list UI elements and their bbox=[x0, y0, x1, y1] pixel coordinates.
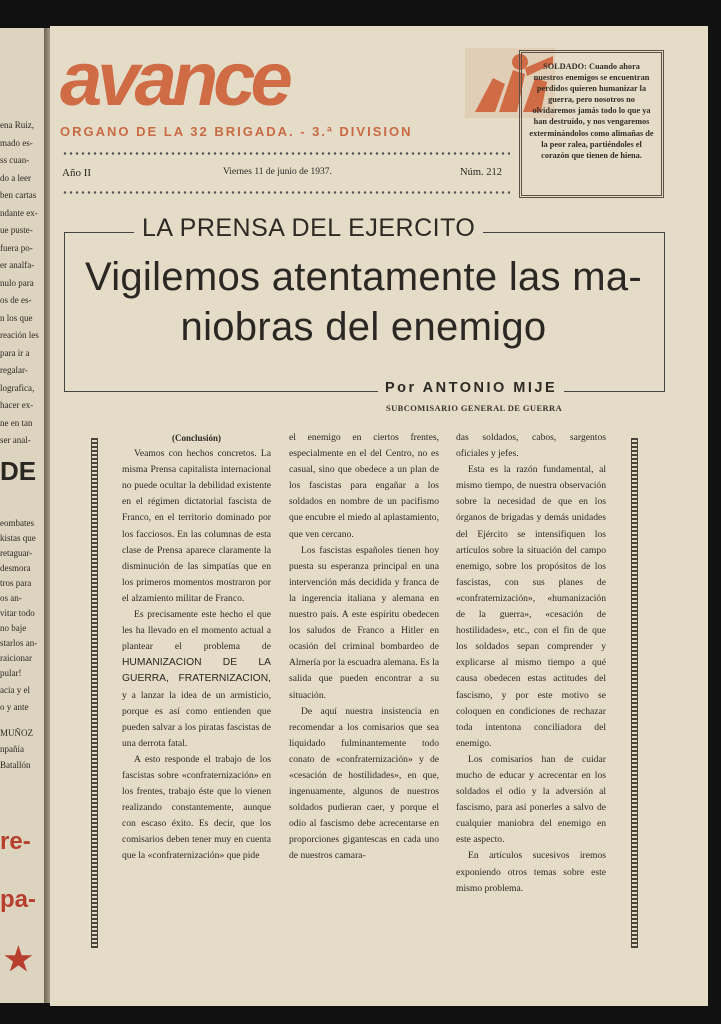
previous-page-text-line: eombates bbox=[0, 518, 34, 528]
paragraph: Veamos con hechos concretos. La misma Prensa capitalista internacional no puede ocultar la debilidad existente en el régimen dictatorial fascista de Franco, en el territorio dominado por los facciosos. En las columnas de esta clase de Prensa aparece claramente la disminución de las simpatías que en los primeros momentos mostraron por el alzamiento militar de Franco. bbox=[122, 448, 271, 604]
previous-page-text-line: os de es- bbox=[0, 295, 32, 305]
star-icon: ★ bbox=[4, 941, 33, 977]
previous-page-text-line: ne en tan bbox=[0, 417, 33, 428]
headline-line-1: Vigilemos atentamente las ma- bbox=[84, 255, 643, 299]
previous-page-text-line: ndante ex- bbox=[0, 207, 38, 218]
previous-page-text-line: desmora bbox=[0, 563, 31, 573]
emphasis-text: HUMANIZACION DE LA GUERRA, FRATERNIZACION, bbox=[122, 657, 271, 685]
headline-line-2: niobras del enemigo bbox=[180, 305, 547, 349]
previous-page-text-line: npañía bbox=[0, 744, 24, 754]
byline: Por ANTONIO MIJE bbox=[378, 380, 564, 396]
previous-page-text-line: ue puste- bbox=[0, 225, 33, 235]
previous-page-text-line: raicionar bbox=[0, 653, 32, 663]
previous-page-text-line: tros para bbox=[0, 578, 32, 588]
paragraph: A esto responde el trabajo de los fascistas sobre «confraternización» en los frentes, trabajo éste que lo vienen realizando constantemente, aunque con escaso éxito. Es decir, que los comisarios deben tener muy en cuenta que la «confraternización» que pide bbox=[122, 753, 271, 862]
article-column-1 bbox=[122, 430, 271, 865]
article-column-3 bbox=[456, 430, 606, 897]
previous-page-text-line: ser anal- bbox=[0, 435, 31, 445]
previous-page-text-line: nulo para bbox=[0, 277, 34, 288]
previous-page-text-line: do a leer bbox=[0, 172, 31, 183]
author-role: SUBCOMISARIO GENERAL DE GUERRA bbox=[386, 403, 563, 413]
paragraph: Los fascistas españoles tienen hoy puesta su esperanza principal en una intervención más decidida y franca de la ingerencia italiana y alemana en nuestro país. A este espíritu obedecen los saludos de Franco a Hitler en ocasión del criminal bombardeo de Almería por la escuadra alemana. Es la salida que pueden encontrar a su situación. bbox=[289, 544, 439, 701]
previous-page-text-line: fuera po- bbox=[0, 242, 33, 253]
notice-text: SOLDADO: Cuando ahora nuestros enemigos se encuentran perdidos quieren humanizar la guerra, pero nosotros no olvidaremos jamás todo lo que ya han destruído, y nos vengaremos exterminándolos como alimañas de la peor ralea, partiéndoles el corazón que tienen de hiena. bbox=[529, 62, 654, 160]
previous-page-text-line: mado es- bbox=[0, 137, 33, 148]
previous-page-text-line: ben cartas bbox=[0, 190, 37, 200]
previous-page-text-line: kistas que bbox=[0, 533, 36, 543]
previous-page-text-line: Batallón bbox=[0, 760, 31, 770]
previous-page-text-line: ena Ruiz, bbox=[0, 120, 34, 130]
previous-page-text-line: ss cuan- bbox=[0, 155, 30, 165]
previous-page-text-line: n los que bbox=[0, 312, 33, 323]
dotted-rule bbox=[62, 151, 510, 156]
paragraph: De aquí nuestra insistencia en recomendar a los comisarios que sea liquidado fulminantemente todo conato de «confraternización» y de «cesación de hostilidades», en que, ingenuamente, algunos de nuestros soldados pudieran caer, y porque el odio al fascismo debe acrecentarse en proporciones gigantescas en cada uno de nuestros camara- bbox=[289, 705, 439, 862]
paragraph: Esta es la razón fundamental, al mismo tiempo, de nuestra observación sobre la necesidad de que en los órganos de brigadas y demás unidades del Ejército se intensifiquen los artículos sobre la situación del campo enemigo, sobre los propósitos de los fascistas, con sus planes de «confraternización», «humanización de la guerra», «cesación de hostilidades», etc., con el fin de que los soldados sepan comprender y explicarse al mismo tiempo a qué causa obedecen estas actitudes del fascismo, y por este motivo se coloquen en condiciones de rechazar toda intentona conciliadora del enemigo. bbox=[456, 464, 606, 749]
conclusion-label: (Conclusión) bbox=[171, 433, 221, 443]
soldier-notice-box bbox=[519, 50, 664, 198]
article-column-2 bbox=[289, 430, 439, 865]
section-kicker: LA PRENSA DEL EJERCITO bbox=[134, 214, 483, 243]
previous-page-text-line: regalar- bbox=[0, 365, 28, 375]
dotted-rule bbox=[62, 190, 510, 195]
previous-page-text-line: reación les bbox=[0, 330, 39, 340]
previous-page-text-line: lografica, bbox=[0, 382, 35, 393]
previous-page-text-line: pular! bbox=[0, 668, 22, 678]
issue-number: Núm. 212 bbox=[460, 167, 502, 178]
vertical-ornament-rule bbox=[91, 438, 98, 948]
issue-date: Viernes 11 de junio de 1937. bbox=[223, 167, 332, 177]
paragraph: Es precisamente este hecho el que les ha llevado en el momento actual a plantear el problema de HUMANIZACION DE LA GUERRA, FRATERNIZACION, y a lanzar la idea de un armisticio, porque es así como entienden que pueden salvar a los piratas fascistas de una derrota fatal. bbox=[122, 609, 271, 749]
issue-year: Año II bbox=[62, 167, 92, 179]
previous-page-text-line: hacer ex- bbox=[0, 400, 34, 410]
paragraph: En artículos sucesivos iremos exponiendo otros temas sobre este mismo problema. bbox=[456, 850, 606, 894]
paragraph: el enemigo en ciertos frentes, especialmente en el del Centro, no es casual, sino que obedece a un plan de los fascistas para engañar a los soldados en nombre de un pacifismo que encubre el miedo al aplastamiento, que ven cercano. bbox=[289, 432, 439, 540]
previous-page-text-line: retaguar- bbox=[0, 548, 33, 558]
previous-page-text-line: no baje bbox=[0, 623, 27, 633]
previous-page-big-text: DE bbox=[0, 456, 37, 486]
vertical-ornament-rule bbox=[631, 438, 638, 948]
previous-page-text-line: o y ante bbox=[0, 702, 29, 712]
previous-page-headline-2: pa- bbox=[0, 886, 36, 913]
previous-page-text-line: para ir a bbox=[0, 347, 30, 358]
previous-page-text-line: er analfa- bbox=[0, 260, 35, 270]
previous-page-edge bbox=[0, 28, 46, 1003]
previous-page-text-line: starlos an- bbox=[0, 638, 38, 648]
previous-page-text-line: MUÑOZ bbox=[0, 728, 33, 738]
masthead-logo bbox=[60, 37, 500, 122]
previous-page-text-line: vitar todo bbox=[0, 608, 35, 618]
organ-subtitle: ORGANO DE LA 32 BRIGADA. - 3.ª DIVISION bbox=[60, 124, 413, 139]
logo-text: avance bbox=[60, 37, 288, 122]
article-headline bbox=[64, 252, 663, 352]
paragraph: das soldados, cabos, sargentos oficiales y jefes. bbox=[456, 432, 606, 460]
paragraph: Los comisarios han de cuidar mucho de educar y acrecentar en los soldados el odio y la adversión al fascismo, para así ponerles a salvo de cualquier maniobra del enemigo en este aspecto. bbox=[456, 753, 606, 846]
previous-page-headline-1: re- bbox=[0, 828, 31, 855]
previous-page-text-line: os an- bbox=[0, 593, 22, 603]
previous-page-text-line: acia y el bbox=[0, 685, 30, 695]
